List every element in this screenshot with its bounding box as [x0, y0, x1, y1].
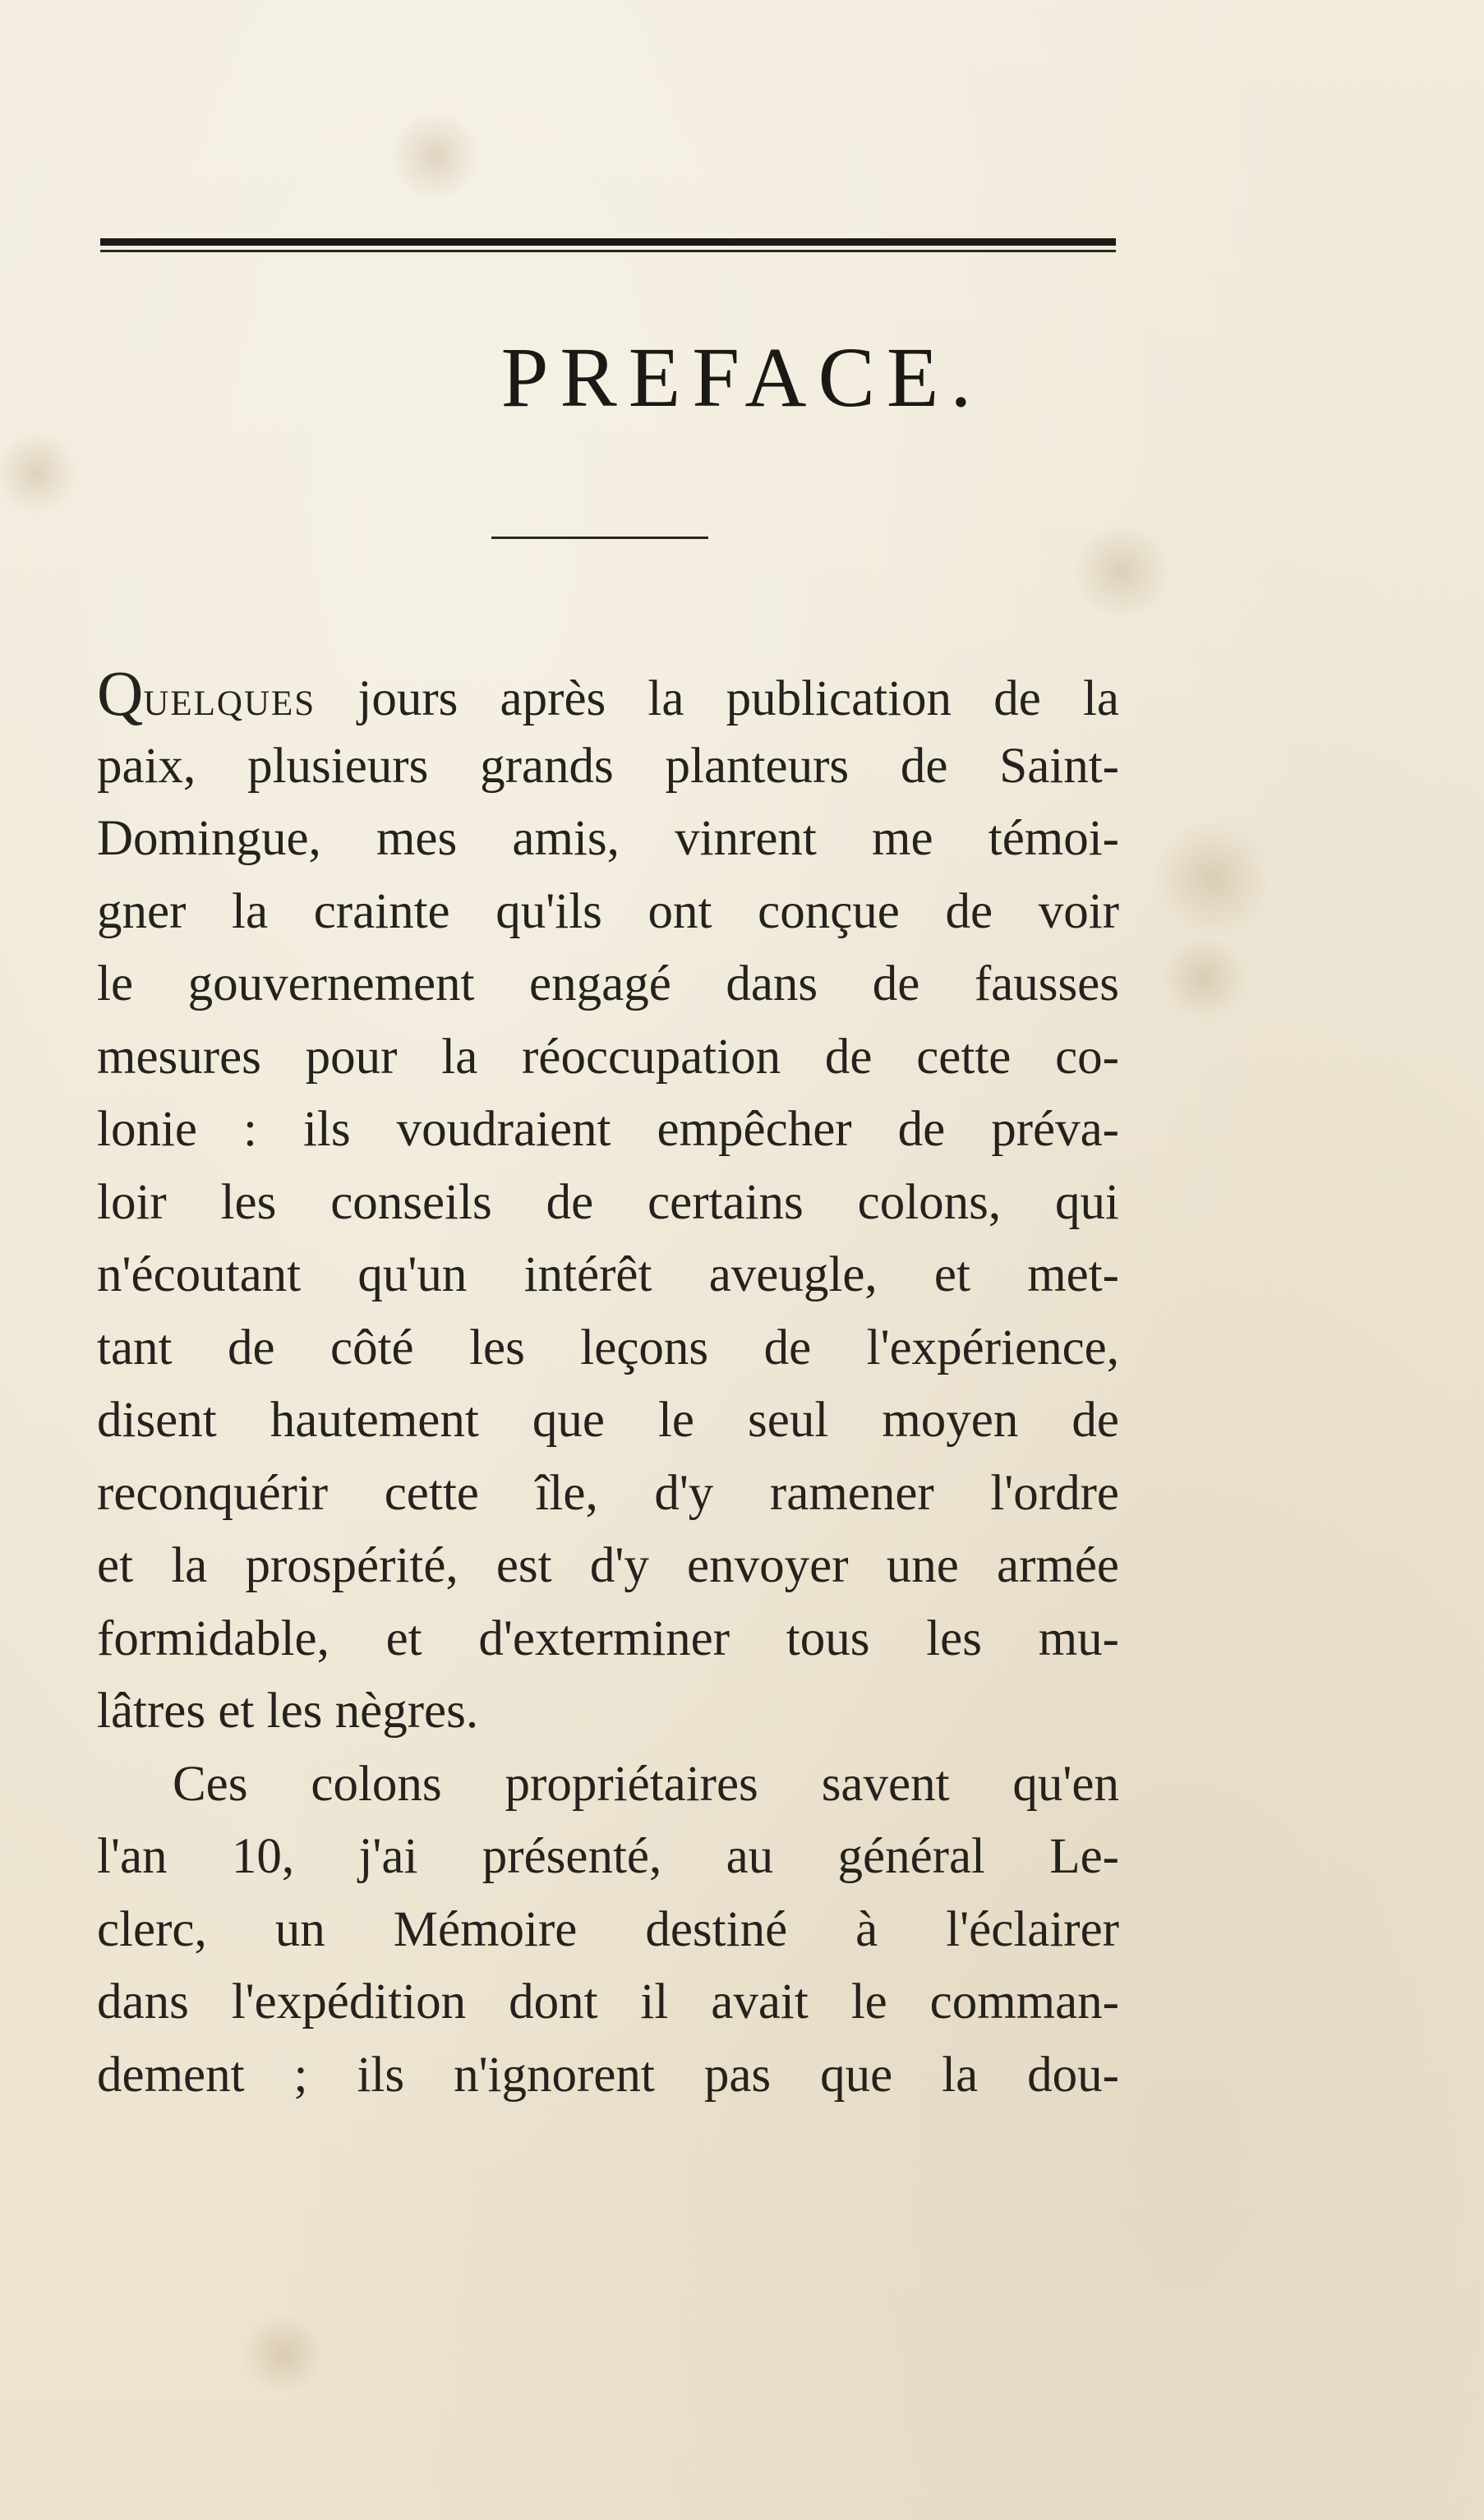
text-line: l'an 10, j'ai présenté, au général Le-	[97, 1829, 1119, 1884]
header-rule-thick	[100, 238, 1116, 246]
text-line: Ces colons propriétaires savent qu'en	[173, 1756, 1119, 1812]
text-line: formidable, et d'exterminer tous les mu-	[97, 1610, 1119, 1666]
text-line: mesures pour la réoccupation de cette co-	[97, 1029, 1119, 1085]
text-line: gner la crainte qu'ils ont conçue de voir	[97, 883, 1119, 939]
text-line: lâtres et les nègres.	[97, 1684, 479, 1739]
text-line: n'écoutant qu'un intérêt aveugle, et met-	[97, 1247, 1119, 1302]
text-line: lonie : ils voudraient empêcher de préva-	[97, 1102, 1119, 1157]
body-text	[97, 657, 1119, 2112]
paper-stain	[1150, 822, 1274, 937]
text-line: et la prospérité, est d'y envoyer une armée	[97, 1538, 1119, 1593]
text-line: reconquérir cette île, d'y ramener l'ordre	[97, 1465, 1119, 1521]
title-divider	[491, 537, 708, 539]
initial-letter: Q	[97, 657, 144, 729]
first-line-rest: jours après la publication de la	[316, 671, 1119, 726]
text-line	[97, 657, 1119, 730]
paper-stain	[238, 2317, 329, 2391]
header-rule-thin	[100, 250, 1116, 252]
text-line: paix, plusieurs grands planteurs de Saint-	[97, 738, 1119, 794]
text-line: dement ; ils n'ignorent pas que la dou-	[97, 2047, 1119, 2103]
text-line: dans l'expédition dont il avait le comman-	[97, 1974, 1119, 2029]
paper-stain	[1068, 526, 1175, 616]
opening-word-smallcaps: uelques	[143, 671, 316, 726]
header-rule	[100, 237, 1116, 255]
paper-stain	[1159, 937, 1249, 1019]
text-line: le gouvernement engagé dans de fausses	[97, 956, 1119, 1011]
paper-stain	[386, 115, 485, 197]
text-line: Domingue, mes amis, vinrent me témoi-	[97, 811, 1119, 866]
text-line: disent hautement que le seul moyen de	[97, 1393, 1119, 1448]
page-title: PREFACE.	[500, 330, 984, 425]
paper-stain	[0, 427, 74, 518]
text-line: tant de côté les leçons de l'expérience,	[97, 1320, 1119, 1375]
text-line: loir les conseils de certains colons, qui	[97, 1174, 1119, 1230]
text-line: clerc, un Mémoire destiné à l'éclairer	[97, 1901, 1119, 1957]
